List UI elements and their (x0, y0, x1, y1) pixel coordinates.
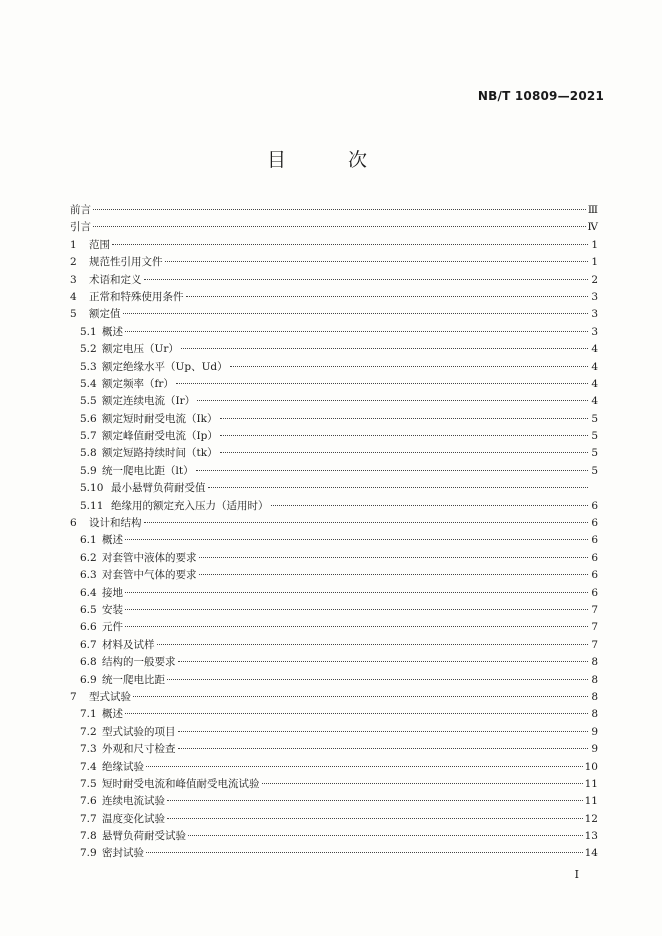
toc-entry-page: 6 (591, 569, 598, 582)
toc-entry-number: 5.9 (80, 464, 97, 477)
toc-entry[interactable] (70, 515, 598, 532)
toc-entry[interactable] (70, 759, 598, 776)
toc-entry-number: 7.4 (80, 760, 97, 773)
toc-entry-label: 统一爬电比距 (102, 673, 165, 686)
toc-entry-page: 8 (591, 656, 598, 669)
toc-entry-number: 5.5 (80, 395, 97, 408)
toc-dot-leader (123, 313, 589, 314)
toc-entry-number: 5.3 (80, 360, 97, 373)
toc-entry-label: 悬臂负荷耐受试验 (102, 830, 186, 843)
toc-entry-page: 4 (591, 377, 598, 390)
toc-entry-page: 14 (584, 847, 598, 860)
toc-dot-leader (220, 435, 588, 436)
toc-dot-leader (125, 626, 588, 627)
toc-entry-label: 概述 (102, 534, 123, 547)
toc-entry[interactable] (70, 359, 598, 376)
toc-entry-page: 6 (591, 499, 598, 512)
toc-entry-page: 4 (591, 343, 598, 356)
toc-entry-label: 对套管中气体的要求 (102, 569, 197, 582)
toc-entry-number: 5.6 (80, 412, 97, 425)
toc-entry-label: 绝缘试验 (102, 760, 144, 773)
toc-entry-label: 最小悬臂负荷耐受值 (111, 482, 206, 495)
toc-entry[interactable] (70, 619, 598, 636)
table-of-contents (70, 202, 598, 863)
toc-dot-leader (125, 713, 588, 714)
toc-entry-page: 11 (584, 795, 598, 808)
toc-entry-number: 5.2 (80, 343, 97, 356)
toc-dot-leader (196, 470, 588, 471)
toc-entry[interactable] (70, 202, 598, 219)
toc-dot-leader (181, 348, 588, 349)
toc-entry-label: 概述 (102, 325, 123, 338)
toc-entry-number: 7.6 (80, 795, 97, 808)
page-number: I (574, 868, 579, 881)
toc-entry[interactable] (70, 237, 598, 254)
toc-entry-number: 3 (70, 273, 77, 286)
toc-entry-label: 额定电压（Ur） (102, 343, 179, 356)
toc-dot-leader (199, 574, 589, 575)
toc-dot-leader (197, 400, 588, 401)
toc-entry-page: 10 (584, 760, 598, 773)
toc-entry-number: 5.4 (80, 377, 97, 390)
toc-dot-leader (167, 818, 583, 819)
toc-entry[interactable] (70, 498, 598, 515)
toc-entry[interactable] (70, 776, 598, 793)
toc-entry-page: 12 (584, 812, 598, 825)
toc-dot-leader (165, 261, 589, 262)
toc-entry[interactable] (70, 445, 598, 462)
toc-entry-page: 8 (591, 690, 598, 703)
toc-entry-label: 短时耐受电流和峰值耐受电流试验 (102, 777, 260, 790)
toc-entry-page: 6 (591, 517, 598, 530)
toc-entry-number: 6.3 (80, 569, 97, 582)
toc-dot-leader (133, 696, 588, 697)
toc-entry-label: 统一爬电比距（lt） (102, 464, 194, 477)
toc-entry[interactable] (70, 637, 598, 654)
toc-entry[interactable] (70, 532, 598, 549)
toc-entry[interactable] (70, 672, 598, 689)
toc-entry-number: 6.9 (80, 673, 97, 686)
toc-entry-label: 额定值 (89, 308, 121, 321)
toc-entry-number: 6.6 (80, 621, 97, 634)
toc-entry-number: 5.7 (80, 430, 97, 443)
toc-entry-number: 6.8 (80, 656, 97, 669)
toc-entry[interactable] (70, 602, 598, 619)
page-title: 目 次 (266, 149, 396, 171)
toc-entry-number: 6.2 (80, 551, 97, 564)
toc-entry-page: 7 (591, 603, 598, 616)
toc-entry[interactable] (70, 272, 598, 289)
toc-entry-label: 前言 (70, 204, 91, 216)
toc-dot-leader (146, 852, 583, 853)
toc-entry-label: 安装 (102, 603, 123, 616)
toc-entry[interactable] (70, 741, 598, 758)
toc-entry-page: Ⅳ (587, 221, 598, 234)
toc-entry-page: 3 (591, 308, 598, 321)
toc-entry-page: 13 (584, 830, 598, 843)
toc-entry-label: 连续电流试验 (102, 795, 165, 808)
toc-dot-leader (93, 209, 586, 210)
toc-dot-leader (125, 592, 588, 593)
toc-entry-page: 5 (591, 447, 598, 460)
toc-entry[interactable] (70, 324, 598, 341)
toc-entry[interactable] (70, 254, 598, 271)
toc-entry[interactable] (70, 550, 598, 567)
toc-dot-leader (178, 748, 589, 749)
toc-dot-leader (188, 835, 583, 836)
toc-entry[interactable] (70, 724, 598, 741)
toc-entry-label: 结构的一般要求 (102, 656, 176, 669)
toc-dot-leader (208, 487, 589, 488)
toc-entry-number: 5 (70, 308, 77, 321)
toc-entry-page: 3 (591, 325, 598, 338)
toc-entry-page: 2 (591, 273, 598, 286)
toc-entry-number: 7 (70, 690, 77, 703)
toc-entry-page: 1 (591, 238, 598, 251)
toc-entry-number: 7.1 (80, 708, 97, 721)
toc-entry[interactable] (70, 480, 598, 497)
toc-dot-leader (125, 609, 588, 610)
toc-entry[interactable] (70, 341, 598, 358)
toc-entry-number: 6.1 (80, 534, 97, 547)
toc-entry[interactable] (70, 376, 598, 393)
toc-entry-number: 7.8 (80, 830, 97, 843)
toc-entry-page: 5 (591, 430, 598, 443)
toc-entry-number: 5.8 (80, 447, 97, 460)
toc-dot-leader (144, 279, 589, 280)
toc-entry-number: 6.4 (80, 586, 97, 599)
toc-entry[interactable] (70, 828, 598, 845)
toc-entry-number: 7.5 (80, 777, 97, 790)
toc-entry[interactable] (70, 567, 598, 584)
toc-entry-page: 7 (591, 621, 598, 634)
toc-dot-leader (178, 661, 589, 662)
toc-entry-page: 7 (591, 638, 598, 651)
toc-dot-leader (125, 539, 588, 540)
toc-entry-label: 额定连续电流（Ir） (102, 395, 196, 408)
toc-entry[interactable] (70, 689, 598, 706)
toc-entry-label: 外观和尺寸检查 (102, 743, 176, 756)
toc-dot-leader (146, 766, 583, 767)
toc-entry-number: 6 (70, 517, 77, 530)
toc-entry[interactable] (70, 845, 598, 862)
toc-entry-number: 6.7 (80, 638, 97, 651)
toc-entry-number: 2 (70, 256, 77, 269)
toc-entry-page: 6 (591, 534, 598, 547)
toc-entry-label: 额定峰值耐受电流（Ip） (102, 430, 218, 443)
toc-entry-number: 5.10 (80, 482, 104, 495)
toc-entry-number: 4 (70, 290, 77, 303)
toc-entry[interactable] (70, 706, 598, 723)
toc-dot-leader (112, 244, 588, 245)
toc-entry[interactable] (70, 463, 598, 480)
toc-dot-leader (176, 383, 588, 384)
toc-dot-leader (167, 800, 583, 801)
toc-entry-label: 额定绝缘水平（Up、Ud） (102, 360, 228, 373)
toc-entry-number: 1 (70, 238, 77, 251)
toc-entry-label: 术语和定义 (89, 273, 142, 286)
toc-entry-number: 7.9 (80, 847, 97, 860)
toc-entry-label: 设计和结构 (89, 517, 142, 530)
toc-entry-label: 型式试验 (89, 690, 131, 703)
toc-entry-label: 材料及试样 (102, 638, 155, 651)
toc-dot-leader (157, 644, 589, 645)
toc-entry[interactable] (70, 411, 598, 428)
toc-entry[interactable] (70, 793, 598, 810)
toc-entry-page: 4 (591, 360, 598, 373)
toc-entry-number: 6.5 (80, 603, 97, 616)
toc-entry-label: 温度变化试验 (102, 812, 165, 825)
toc-dot-leader (178, 731, 589, 732)
toc-entry[interactable] (70, 585, 598, 602)
toc-entry-number: 7.3 (80, 743, 97, 756)
toc-entry-label: 正常和特殊使用条件 (89, 290, 184, 303)
toc-entry-page: 6 (591, 551, 598, 564)
toc-dot-leader (262, 783, 583, 784)
toc-entry-number: 5.1 (80, 325, 97, 338)
toc-entry[interactable] (70, 654, 598, 671)
toc-dot-leader (125, 331, 588, 332)
toc-dot-leader (220, 418, 588, 419)
toc-dot-leader (230, 366, 588, 367)
toc-entry-page: 9 (591, 725, 598, 738)
toc-entry-label: 接地 (102, 586, 123, 599)
toc-entry-page: 3 (591, 290, 598, 303)
toc-entry-page: 5 (591, 412, 598, 425)
toc-entry-number: 5.11 (80, 499, 104, 512)
toc-entry[interactable] (70, 811, 598, 828)
toc-entry[interactable] (70, 289, 598, 306)
toc-entry-label: 额定频率（fr） (102, 377, 174, 390)
toc-dot-leader (220, 452, 588, 453)
toc-dot-leader (199, 557, 589, 558)
toc-entry-label: 规范性引用文件 (89, 256, 163, 269)
toc-entry-label: 元件 (102, 621, 123, 634)
toc-entry-label: 引言 (70, 221, 91, 234)
toc-entry[interactable] (70, 219, 598, 236)
toc-entry-page: 9 (591, 743, 598, 756)
toc-entry[interactable] (70, 428, 598, 445)
toc-entry-number: 7.7 (80, 812, 97, 825)
toc-entry[interactable] (70, 393, 598, 410)
toc-entry-page: 5 (591, 464, 598, 477)
toc-dot-leader (271, 505, 589, 506)
toc-entry-label: 密封试验 (102, 847, 144, 860)
toc-dot-leader (167, 679, 588, 680)
toc-entry-page: 11 (584, 777, 598, 790)
toc-entry-label: 对套管中液体的要求 (102, 551, 197, 564)
toc-entry-page: 4 (591, 395, 598, 408)
toc-entry-label: 范围 (89, 238, 110, 251)
toc-entry-label: 绝缘用的额定充入压力（适用时） (111, 499, 269, 512)
toc-entry-page: 8 (591, 708, 598, 721)
toc-entry[interactable] (70, 306, 598, 323)
toc-entry-label: 额定短时耐受电流（Ik） (102, 412, 218, 425)
toc-dot-leader (186, 296, 589, 297)
toc-dot-leader (144, 522, 589, 523)
toc-entry-page: 8 (591, 673, 598, 686)
toc-entry-page: 1 (591, 256, 598, 269)
standard-code: NB/T 10809—2021 (477, 89, 604, 103)
toc-entry-label: 额定短路持续时间（tk） (102, 447, 218, 460)
toc-dot-leader (93, 226, 586, 227)
toc-entry-label: 概述 (102, 708, 123, 721)
toc-entry-page: 6 (591, 586, 598, 599)
toc-entry-page: Ⅲ (587, 204, 598, 216)
toc-entry-label: 型式试验的项目 (102, 725, 176, 738)
toc-entry-number: 7.2 (80, 725, 97, 738)
